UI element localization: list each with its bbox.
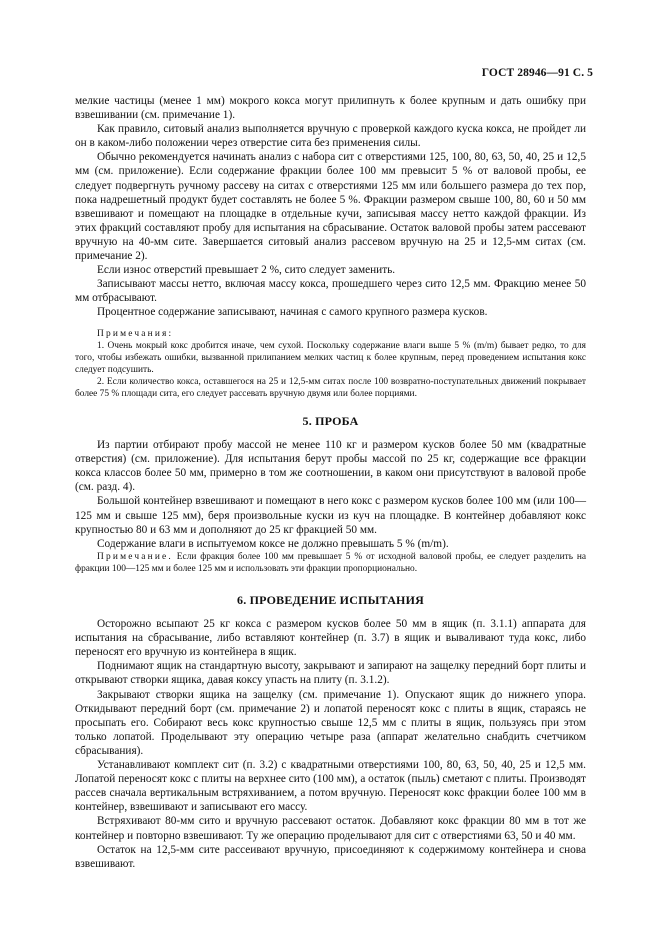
section-5-paragraph-2: Большой контейнер взвешивают и помещают в него кокс с размером кусков более 100 мм (или 100—125 мм и свыше 125 мм), беря произвольные куски из куч на площадке. В контейнер добавляют кокс крупностью 80 и 63 мм и дополняют до 25 кг фракцией 50 мм. <box>75 495 586 536</box>
section-5-note-text: Если фракция более 100 мм превышает 5 % от исходной валовой пробы, ее следует разделить на фракции 100—125 мм и более 125 мм и использовать эти фракции пропорционально. <box>75 551 586 574</box>
section-5-note <box>75 551 586 575</box>
section-6-title: 6. ПРОВЕДЕНИЕ ИСПЫТАНИЯ <box>237 593 424 607</box>
intro-paragraph-1: мелкие частицы (менее 1 мм) мокрого кокса могут прилипнуть к более крупным и дать ошибку при взвешивании (см. примечание 1). <box>75 95 586 122</box>
intro-paragraph-5: Записывают массы нетто, включая массу кокса, прошедшего через сито 12,5 мм. Фракцию менее 50 мм отбрасывают. <box>75 278 586 305</box>
intro-paragraph-4: Если износ отверстий превышает 2 %, сито следует заменить. <box>97 264 396 277</box>
notes-title: Примечания: <box>97 328 174 339</box>
section-6-paragraph-2: Поднимают ящик на стандартную высоту, закрывают и запирают на защелку передний борт плиты и открывают створки ящика, давая коксу упасть на плиту (п. 3.1.2). <box>75 660 586 687</box>
section-6-paragraph-6: Остаток на 12,5-мм сите рассеивают вручную, присоединяют к содержимому контейнера и снова взвешивают. <box>75 843 586 870</box>
section-5-paragraph-1: Из партии отбирают пробу массой не менее 110 кг и размером кусков более 50 мм (квадратные отверстия) (см. приложение). Для испытания берут пробы массой по 25 кг, содержащие все фракции кокса классов более 50 мм, примерно в том же соотношении, в каком они присутствуют в валовой пробе (см. разд. 4). <box>75 439 586 494</box>
intro-paragraph-2: Как правило, ситовый анализ выполняется вручную с проверкой каждого куска кокса, не пройдет ли он в каком-либо положении через отверстие сита без применения силы. <box>75 123 586 150</box>
section-6-paragraph-1: Осторожно всыпают 25 кг кокса с размером кусков более 50 мм в ящик (п. 3.1.1) аппарата для испытания на сбрасывание, либо вставляют контейнер (п. 3.7) в ящик и вываливают туда кокс, либо переносят его вручную из контейнера в ящик. <box>75 618 586 659</box>
section-6-paragraph-4: Устанавливают комплект сит (п. 3.2) с квадратными отверстиями 100, 80, 63, 50, 40, 25 и 12,5 мм. Лопатой переносят кокс с плиты на верхнее сито (100 мм), а остаток (пыль) сметают с плиты. Производят рассев сначала вертикальным встряхиванием, а потом вручную. Переносят кокс фракции более 100 мм в контейнер, взвешивают и записывают его массу. <box>75 759 586 814</box>
page-content <box>75 94 586 871</box>
section-6-paragraph-3: Закрывают створки ящика на защелку (см. примечание 1). Опускают ящик до нижнего упора. Откидывают передний борт (см. примечание 2) и лопатой переносят кокс с плиты в ящик, стараясь не просыпать его. Собирают весь кокс крупностью свыше 12,5 мм с плиты в ящик, пользуясь при этом только лопатой. Проделывают эту операцию четыре раза (аппарат желательно снабдить счетчиком сбрасывания). <box>75 688 586 757</box>
note-1: 1. Очень мокрый кокс дробится иначе, чем сухой. Поскольку содержание влаги выше 5 % (m/m) бывает редко, то для того, чтобы избежать ошибки, вызванной прилипанием мелких частиц к более крупным, перед проведением испытания кокс следует подсушить. <box>75 340 586 375</box>
intro-paragraph-6: Процентное содержание записывают, начиная с самого крупного размера кусков. <box>97 306 488 319</box>
section-5-title: 5. ПРОБА <box>302 413 359 428</box>
note-2: 2. Если количество кокса, оставшегося на 25 и 12,5-мм ситах после 100 возвратно-поступательных движений покрывает более 75 % площади сита, его следует рассевать вручную двумя или более порциями. <box>75 376 586 399</box>
page-header: ГОСТ 28946—91 С. 5 <box>481 67 593 79</box>
section-5-paragraph-3: Содержание влаги в испытуемом коксе не должно превышать 5 % (m/m). <box>97 537 449 550</box>
section-6-paragraph-5: Встряхивают 80-мм сито и вручную рассевают остаток. Добавляют кокс фракции 80 мм в тот же контейнер и повторно взвешивают. Ту же операцию проделывают для сит с отверстиями 63, 50 и 40 мм. <box>75 815 586 842</box>
intro-paragraph-3: Обычно рекомендуется начинать анализ с набора сит с отверстиями 125, 100, 80, 63, 50, 40, 25 и 12,5 мм (см. приложение). Если содержание фракции более 100 мм превысит 5 % от валовой пробы, ее следует подвергнуть ручному рассеву на ситах с отверстиями 125 мм или большего размера до тех пор, пока надрешетный продукт будет составлять не более 5 %. Фракции размером свыше 100, 80, 60 и 50 мм взвешивают и помещают на площадке в отдельные кучи, записывая массу нетто каждой фракции. Из этих фракций составляют пробу для испытания на сбрасывание. Остаток валовой пробы затем рассевают вручную на 40-мм сите. Завершается ситовый анализ рассевом вручную на 25 и 12,5-мм ситах (см. примечание 2). <box>75 151 586 263</box>
section-5-note-label: Примечание. <box>97 551 173 562</box>
